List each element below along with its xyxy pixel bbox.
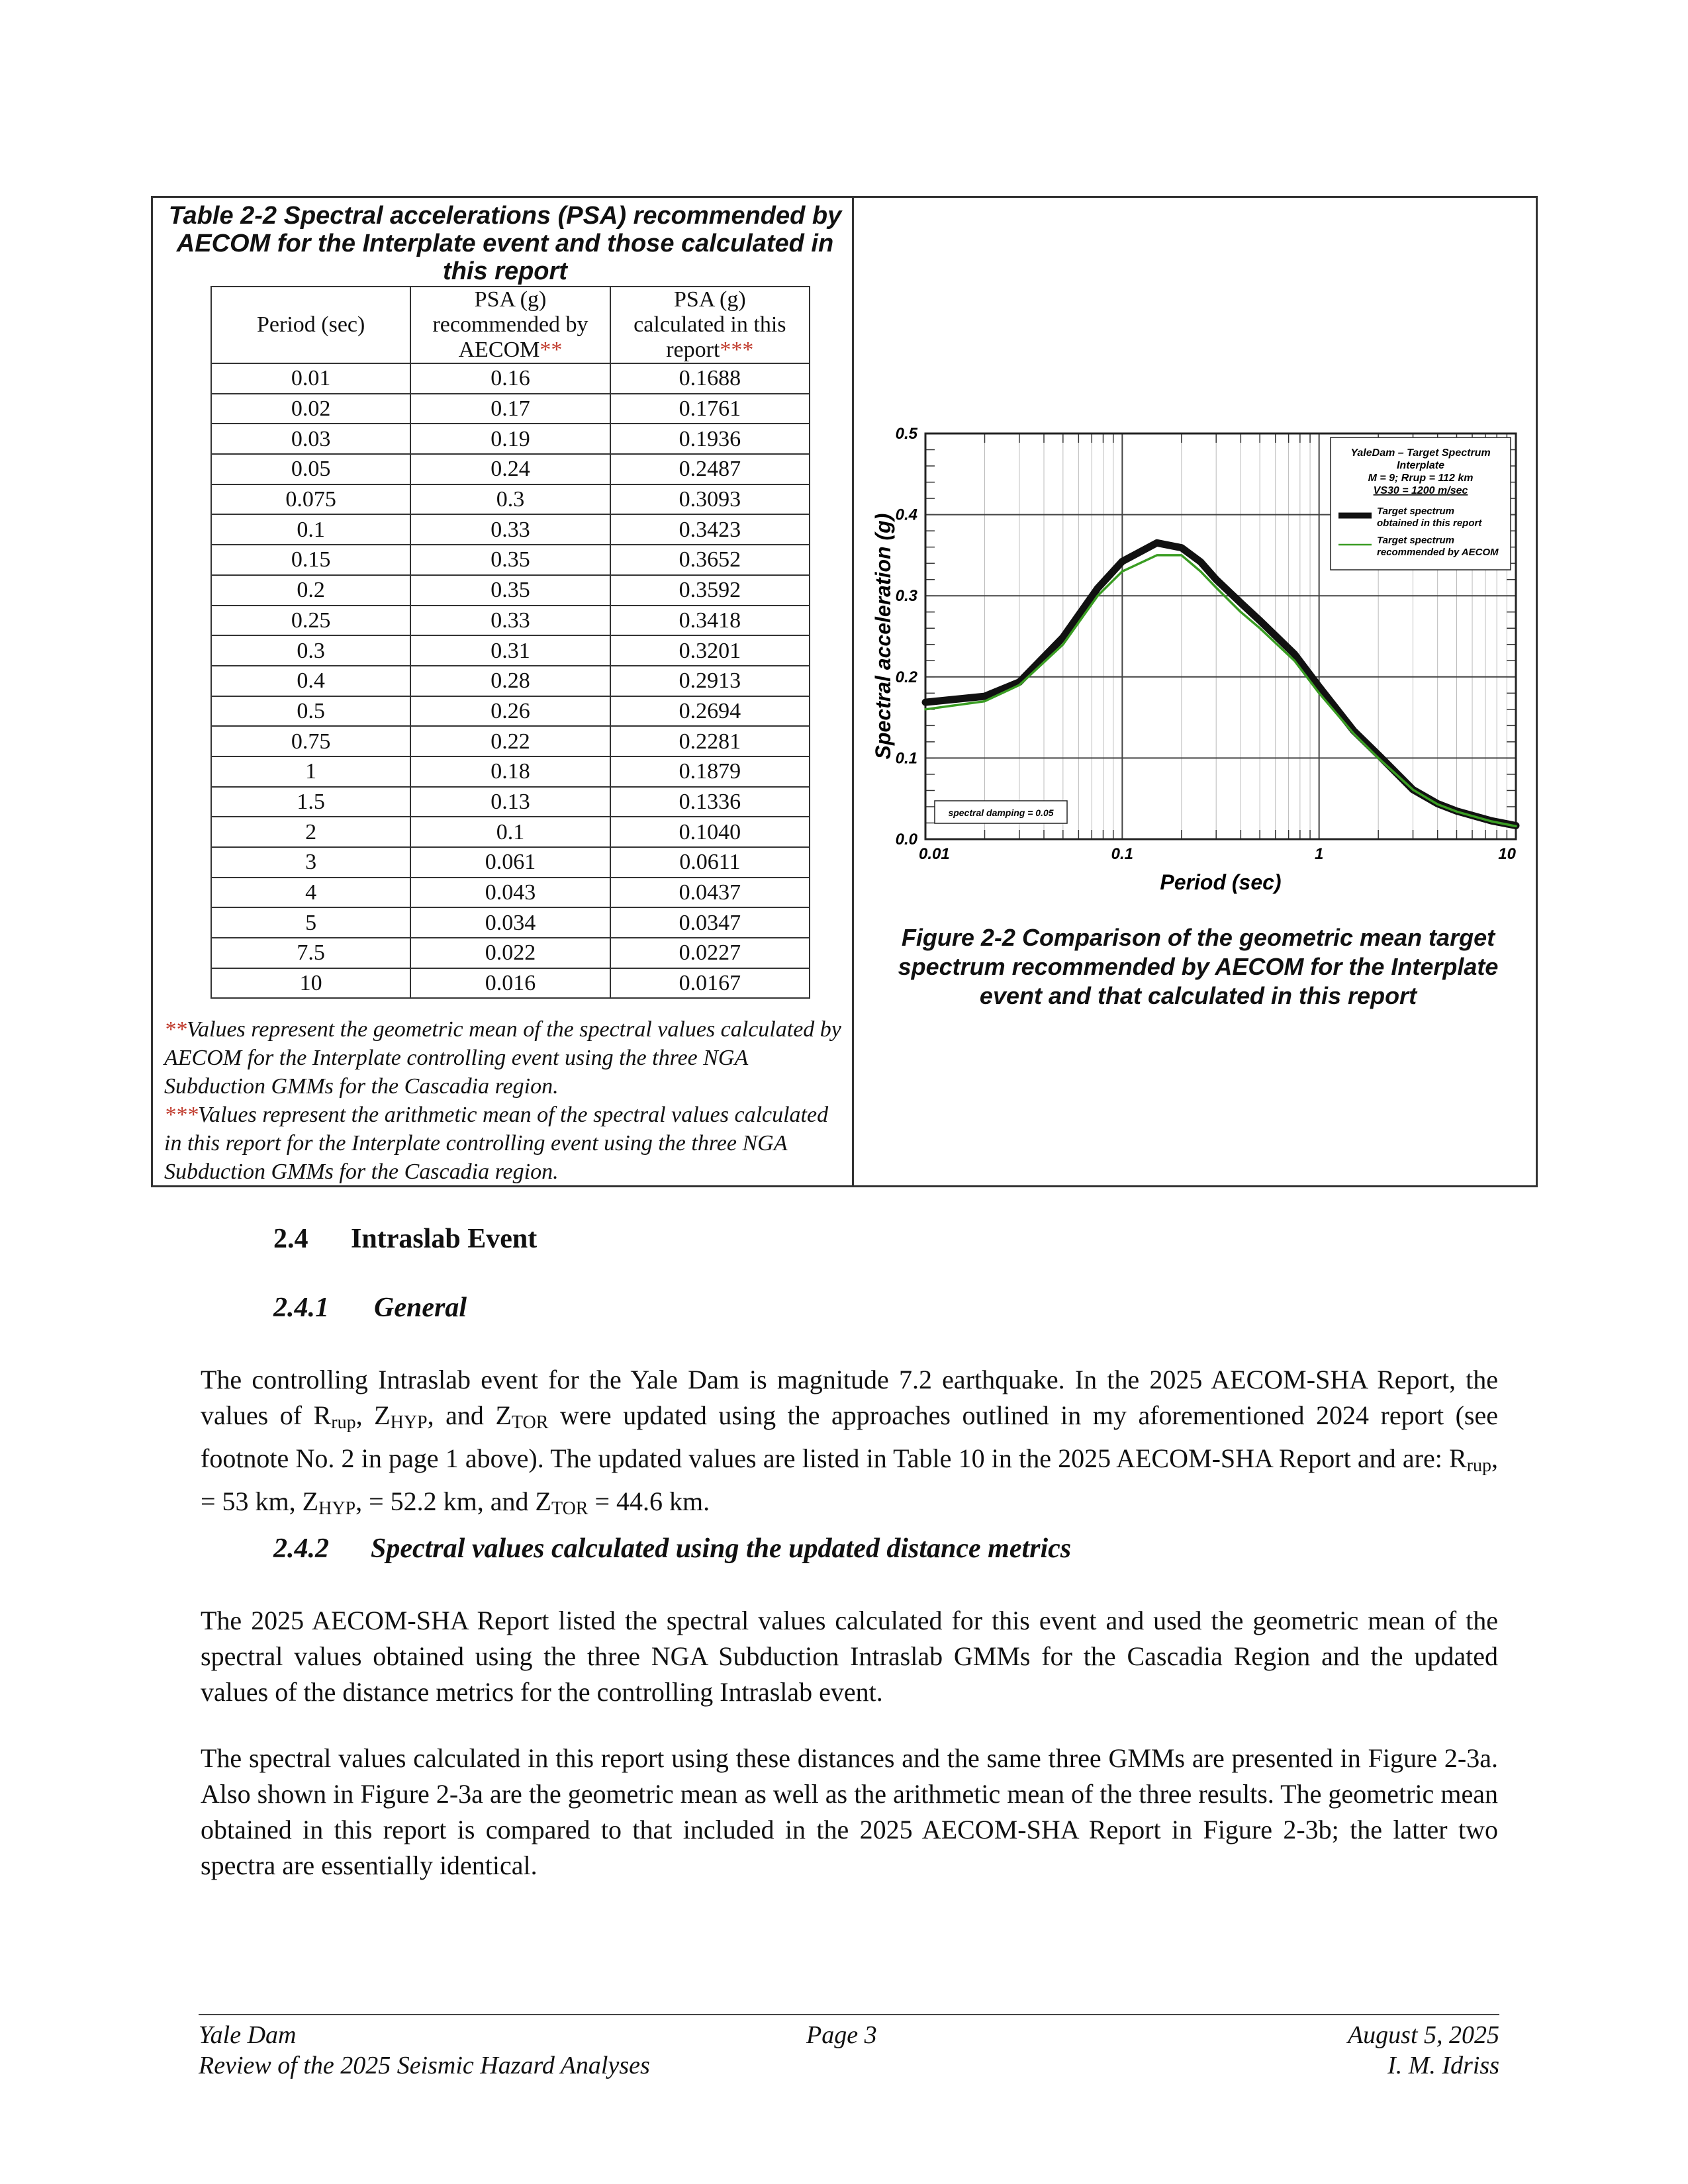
cell-psa-aecom: 0.28 <box>410 666 610 696</box>
legend-title: YaleDam – Target Spectrum <box>1350 447 1491 459</box>
table-row <box>211 968 810 999</box>
cell-psa-report: 0.0167 <box>610 968 810 999</box>
footer-right: August 5, 2025 I. M. Idriss <box>1347 2021 1499 2079</box>
cell-psa-aecom: 0.33 <box>410 514 610 545</box>
cell-period: 1.5 <box>211 787 410 817</box>
table-footnotes: **Values represent the geometric mean of the spectral values calculated by AECOM for the Interplate controlling event using the three NGA Subduction GMMs for the Cascadia region. ***Values represent the arithmetic mean of the spectral values calculated in this report for the Interplate controlling event using the three NGA Subduction GMMs for the Cascadia region. <box>164 1017 841 1184</box>
paragraph-intraslab-general: The controlling Intraslab event for the Yale Dam is magnitude 7.2 earthquake. In the 2025 AECOM-SHA Report, the values of $R_{rup}$, $Z_{HYP}$, and $Z_{TOR}$ were updated using the approaches outlined in my aforementioned 2024 report (see footnote No. 2 in page 1 above). The updated values are listed in Table 10 in the 2025 AECOM-SHA Report and are: $R_{rup}$, = 53 km, $Z_{HYP}$, = 52.2 km, and $Z_{TOR} = 44.6$ km. <box>201 1365 1499 1519</box>
cell-psa-aecom: 0.022 <box>410 938 610 968</box>
footnote-aecom: Values represent the geometric mean of the spectral values calculated by AECOM for the Interplate controlling event using the three NGA Subduction GMMs for the Cascadia region. <box>164 1017 841 1099</box>
x-tick-label: 10 <box>1498 845 1516 863</box>
cell-period: 0.075 <box>211 484 410 515</box>
cell-period: 7.5 <box>211 938 410 968</box>
cell-period: 0.1 <box>211 514 410 545</box>
table-row <box>211 666 810 696</box>
cell-psa-report: 0.0227 <box>610 938 810 968</box>
table-row <box>211 363 810 394</box>
cell-psa-report: 0.1879 <box>610 756 810 787</box>
cell-period: 0.15 <box>211 545 410 575</box>
section-2-4-1-title: General <box>374 1293 467 1323</box>
cell-psa-aecom: 0.26 <box>410 696 610 727</box>
figure-caption: Figure 2-2 Comparison of the geometric mean target spectrum recommended by AECOM for the Interplate event and that calculated in this report <box>898 924 1499 1009</box>
table-row <box>211 938 810 968</box>
cell-period: 2 <box>211 817 410 847</box>
cell-psa-report: 0.2913 <box>610 666 810 696</box>
cell-psa-aecom: 0.24 <box>410 454 610 484</box>
cell-period: 0.2 <box>211 575 410 606</box>
cell-period: 1 <box>211 756 410 787</box>
cell-psa-report: 0.0611 <box>610 847 810 878</box>
cell-psa-report: 0.1688 <box>610 363 810 394</box>
cell-period: 3 <box>211 847 410 878</box>
psa-table <box>211 286 810 999</box>
cell-psa-aecom: 0.31 <box>410 635 610 666</box>
legend-vs30: VS30 = 1200 m/sec <box>1373 485 1468 496</box>
table-row <box>211 424 810 454</box>
table-row <box>211 545 810 575</box>
cell-period: 0.01 <box>211 363 410 394</box>
cell-psa-report: 0.1336 <box>610 787 810 817</box>
section-2-4-title: Intraslab Event <box>351 1224 538 1254</box>
paragraph-aecom-spectral: The 2025 AECOM-SHA Report listed the spectral values calculated for this event and used the geometric mean of the spectral values obtained using the three NGA Subduction Intraslab GMMs for the Cascadia Region and the updated values of the distance metrics for the controlling Intraslab event. <box>201 1606 1498 1707</box>
x-tick-label: 0.1 <box>1111 845 1134 863</box>
table-row <box>211 878 810 908</box>
cell-psa-report: 0.0347 <box>610 907 810 938</box>
y-tick-label: 0.4 <box>895 506 917 524</box>
y-tick-label: 0.1 <box>895 749 917 768</box>
legend-label-aecom-2: recommended by AECOM <box>1377 547 1499 558</box>
cell-period: 0.3 <box>211 635 410 666</box>
y-tick-label: 0.2 <box>895 668 917 686</box>
cell-psa-aecom: 0.061 <box>410 847 610 878</box>
cell-period: 0.03 <box>211 424 410 454</box>
cell-period: 0.75 <box>211 726 410 756</box>
cell-psa-aecom: 0.3 <box>410 484 610 515</box>
table-row <box>211 907 810 938</box>
cell-psa-report: 0.3418 <box>610 606 810 636</box>
legend-params: M = 9; Rrup = 112 km <box>1368 473 1474 484</box>
cell-psa-report: 0.1040 <box>610 817 810 847</box>
cell-psa-report: 0.2281 <box>610 726 810 756</box>
table-row <box>211 726 810 756</box>
cell-period: 0.25 <box>211 606 410 636</box>
table-row <box>211 817 810 847</box>
table-row <box>211 606 810 636</box>
y-axis-label: Spectral acceleration (g) <box>871 513 895 760</box>
cell-psa-aecom: 0.19 <box>410 424 610 454</box>
section-2-4-2-title: Spectral values calculated using the updated distance metrics <box>371 1533 1072 1564</box>
table-row <box>211 847 810 878</box>
legend-subtitle: Interplate <box>1396 460 1445 471</box>
cell-psa-report: 0.2694 <box>610 696 810 727</box>
series-line-obtained <box>925 543 1516 825</box>
cell-psa-report: 0.3592 <box>610 575 810 606</box>
cell-period: 10 <box>211 968 410 999</box>
cell-psa-report: 0.3652 <box>610 545 810 575</box>
cell-psa-report: 0.0437 <box>610 878 810 908</box>
legend-label-obtained: Target spectrum <box>1377 506 1454 517</box>
table-row <box>211 635 810 666</box>
x-tick-label: 0.01 <box>919 845 950 863</box>
table-row <box>211 454 810 484</box>
footer-rule <box>199 2014 1499 2015</box>
paragraph-report-spectral: The spectral values calculated in this report using these distances and the same three GMMs are presented in Figure 2-3a. Also shown in Figure 2-3a are the geometric mean as well as the arithmetic mean of the three results. The geometric mean obtained in this report is compared to that included in the 2025 AECOM-SHA Report in Figure 2-3b; the latter two spectra are essentially identical. <box>201 1743 1498 1880</box>
cell-psa-aecom: 0.16 <box>410 363 610 394</box>
cell-psa-aecom: 0.016 <box>410 968 610 999</box>
cell-psa-aecom: 0.13 <box>410 787 610 817</box>
y-tick-label: 0.0 <box>895 831 917 848</box>
section-2-4-number: 2.4 <box>273 1224 308 1254</box>
legend-label-obtained-2: obtained in this report <box>1377 518 1482 529</box>
cell-psa-report: 0.3423 <box>610 514 810 545</box>
header-period: Period (sec) <box>211 287 410 363</box>
header-psa-aecom: PSA (g) recommended by AECOM** <box>410 287 610 363</box>
table-caption: Table 2-2 Spectral accelerations (PSA) recommended by AECOM for the Interplate event and those calculated in this report <box>168 202 842 285</box>
cell-period: 0.02 <box>211 394 410 424</box>
x-axis-label: Period (sec) <box>1160 870 1282 894</box>
cell-period: 5 <box>211 907 410 938</box>
table-row <box>211 484 810 515</box>
cell-psa-aecom: 0.17 <box>410 394 610 424</box>
section-2-4-1-number: 2.4.1 <box>273 1293 329 1323</box>
cell-period: 0.4 <box>211 666 410 696</box>
footer-left: Yale Dam Review of the 2025 Seismic Hazard Analyses <box>199 2021 650 2079</box>
damping-label: spectral damping = 0.05 <box>948 807 1054 818</box>
cell-psa-report: 0.2487 <box>610 454 810 484</box>
cell-psa-aecom: 0.35 <box>410 575 610 606</box>
header-psa-report: PSA (g) calculated in this report*** <box>610 287 810 363</box>
table-header-row <box>211 287 810 363</box>
y-tick-label: 0.3 <box>895 587 917 606</box>
cell-psa-report: 0.1936 <box>610 424 810 454</box>
section-2-4-2-number: 2.4.2 <box>273 1533 329 1564</box>
footer-page-number: Page 3 <box>806 2021 877 2049</box>
cell-psa-aecom: 0.1 <box>410 817 610 847</box>
cell-period: 0.05 <box>211 454 410 484</box>
table-row <box>211 394 810 424</box>
cell-psa-aecom: 0.22 <box>410 726 610 756</box>
cell-psa-aecom: 0.034 <box>410 907 610 938</box>
cell-period: 0.5 <box>211 696 410 727</box>
cell-psa-aecom: 0.33 <box>410 606 610 636</box>
legend-label-aecom: Target spectrum <box>1377 535 1454 546</box>
cell-psa-report: 0.1761 <box>610 394 810 424</box>
cell-psa-aecom: 0.043 <box>410 878 610 908</box>
cell-psa-aecom: 0.18 <box>410 756 610 787</box>
y-tick-label: 0.5 <box>895 425 917 443</box>
table-row <box>211 514 810 545</box>
cell-psa-aecom: 0.35 <box>410 545 610 575</box>
x-tick-label: 1 <box>1314 845 1324 863</box>
table-row <box>211 575 810 606</box>
table-row <box>211 756 810 787</box>
table-row <box>211 787 810 817</box>
table-row <box>211 696 810 727</box>
cell-psa-report: 0.3093 <box>610 484 810 515</box>
cell-psa-report: 0.3201 <box>610 635 810 666</box>
cell-period: 4 <box>211 878 410 908</box>
spectrum-chart <box>854 424 1536 913</box>
footnote-report: Values represent the arithmetic mean of the spectral values calculated in this report for the Interplate controlling event using the three NGA Subduction GMMs for the Cascadia region. <box>164 1103 829 1184</box>
